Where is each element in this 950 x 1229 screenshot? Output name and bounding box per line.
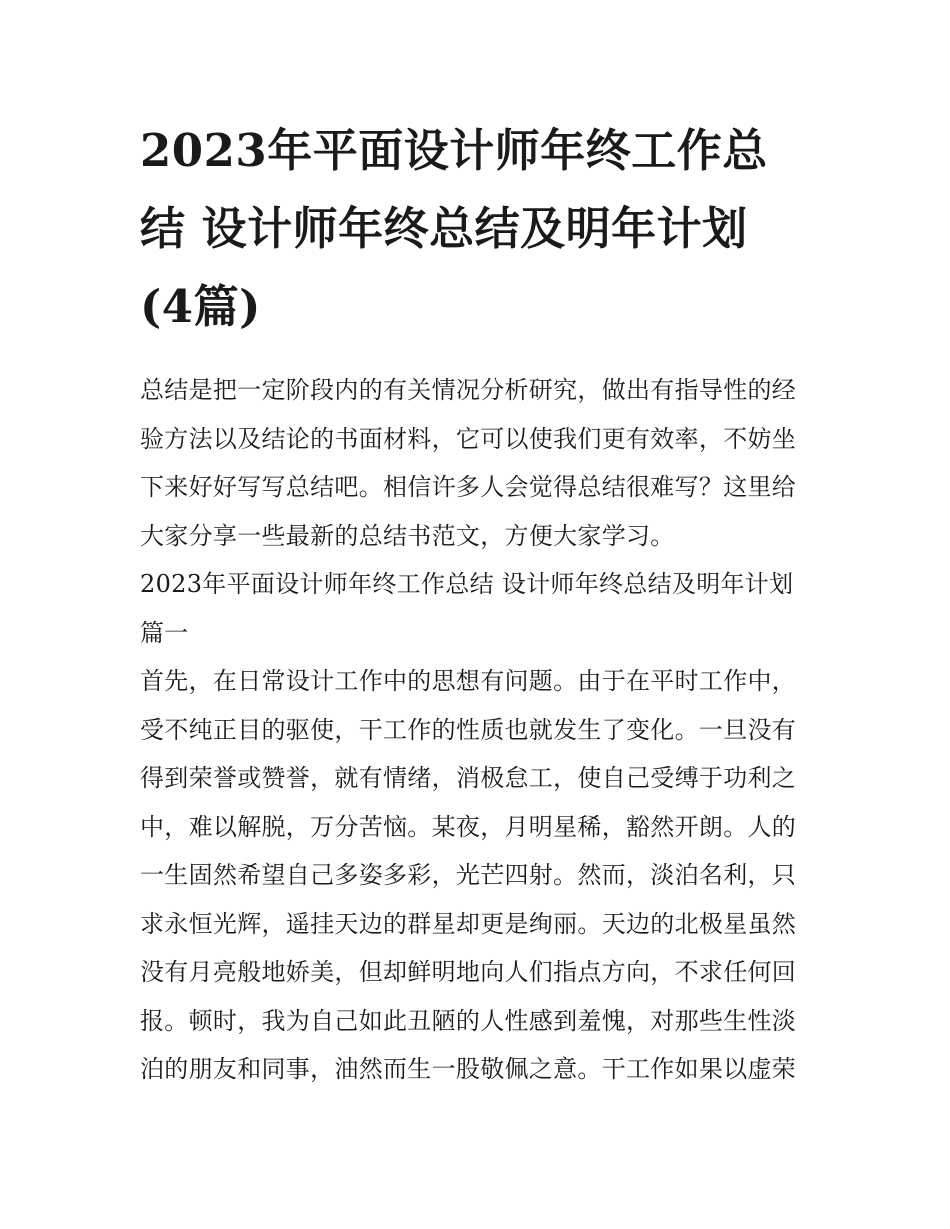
text-line: 中，难以解脱，万分苦恼。某夜，月明星稀，豁然开朗。人的 xyxy=(140,812,797,841)
document-title xyxy=(140,112,815,346)
text-line: 报。顿时，我为自己如此丑陋的人性感到羞愧，对那些生性淡 xyxy=(140,1006,797,1035)
title-line: (4篇) xyxy=(140,280,261,333)
text-line: 大家分享一些最新的总结书范文，方便大家学习。 xyxy=(140,521,675,550)
text-line: 下来好好写写总结吧。相信许多人会觉得总结很难写？这里给 xyxy=(140,473,797,501)
text-line: 总结是把一定阶段内的有关情况分析研究，做出有指导性的经 xyxy=(140,376,797,404)
text-line: 篇一 xyxy=(140,618,189,647)
title-line: 结 设计师年终总结及明年计划 xyxy=(140,202,748,255)
text-line: 验方法以及结论的书面材料，它可以使我们更有效率，不妨坐 xyxy=(140,424,797,453)
text-line: 首先，在日常设计工作中的思想有问题。由于在平时工作中， xyxy=(140,667,797,695)
section-heading xyxy=(140,560,815,657)
text-line: 得到荣誉或赞誉，就有情绪，消极怠工，使自己受缚于功利之 xyxy=(140,764,797,792)
document-page xyxy=(140,112,815,1094)
document-body xyxy=(140,366,815,1094)
text-line: 受不纯正目的驱使，干工作的性质也就发生了变化。一旦没有 xyxy=(140,715,797,744)
title-line: 2023年平面设计师年终工作总 xyxy=(140,124,768,177)
text-line: 求永恒光辉，遥挂天边的群星却更是绚丽。天边的北极星虽然 xyxy=(140,909,797,938)
text-line: 泊的朋友和同事，油然而生一股敬佩之意。干工作如果以虚荣 xyxy=(140,1055,797,1083)
body-paragraph xyxy=(140,657,815,1094)
text-line: 没有月亮般地娇美，但却鲜明地向人们指点方向，不求任何回 xyxy=(140,958,797,986)
text-line: 一生固然希望自己多姿多彩，光芒四射。然而，淡泊名利，只 xyxy=(140,861,797,889)
intro-paragraph xyxy=(140,366,815,560)
text-line: 2023年平面设计师年终工作总结 设计师年终总结及明年计划 xyxy=(140,570,794,598)
